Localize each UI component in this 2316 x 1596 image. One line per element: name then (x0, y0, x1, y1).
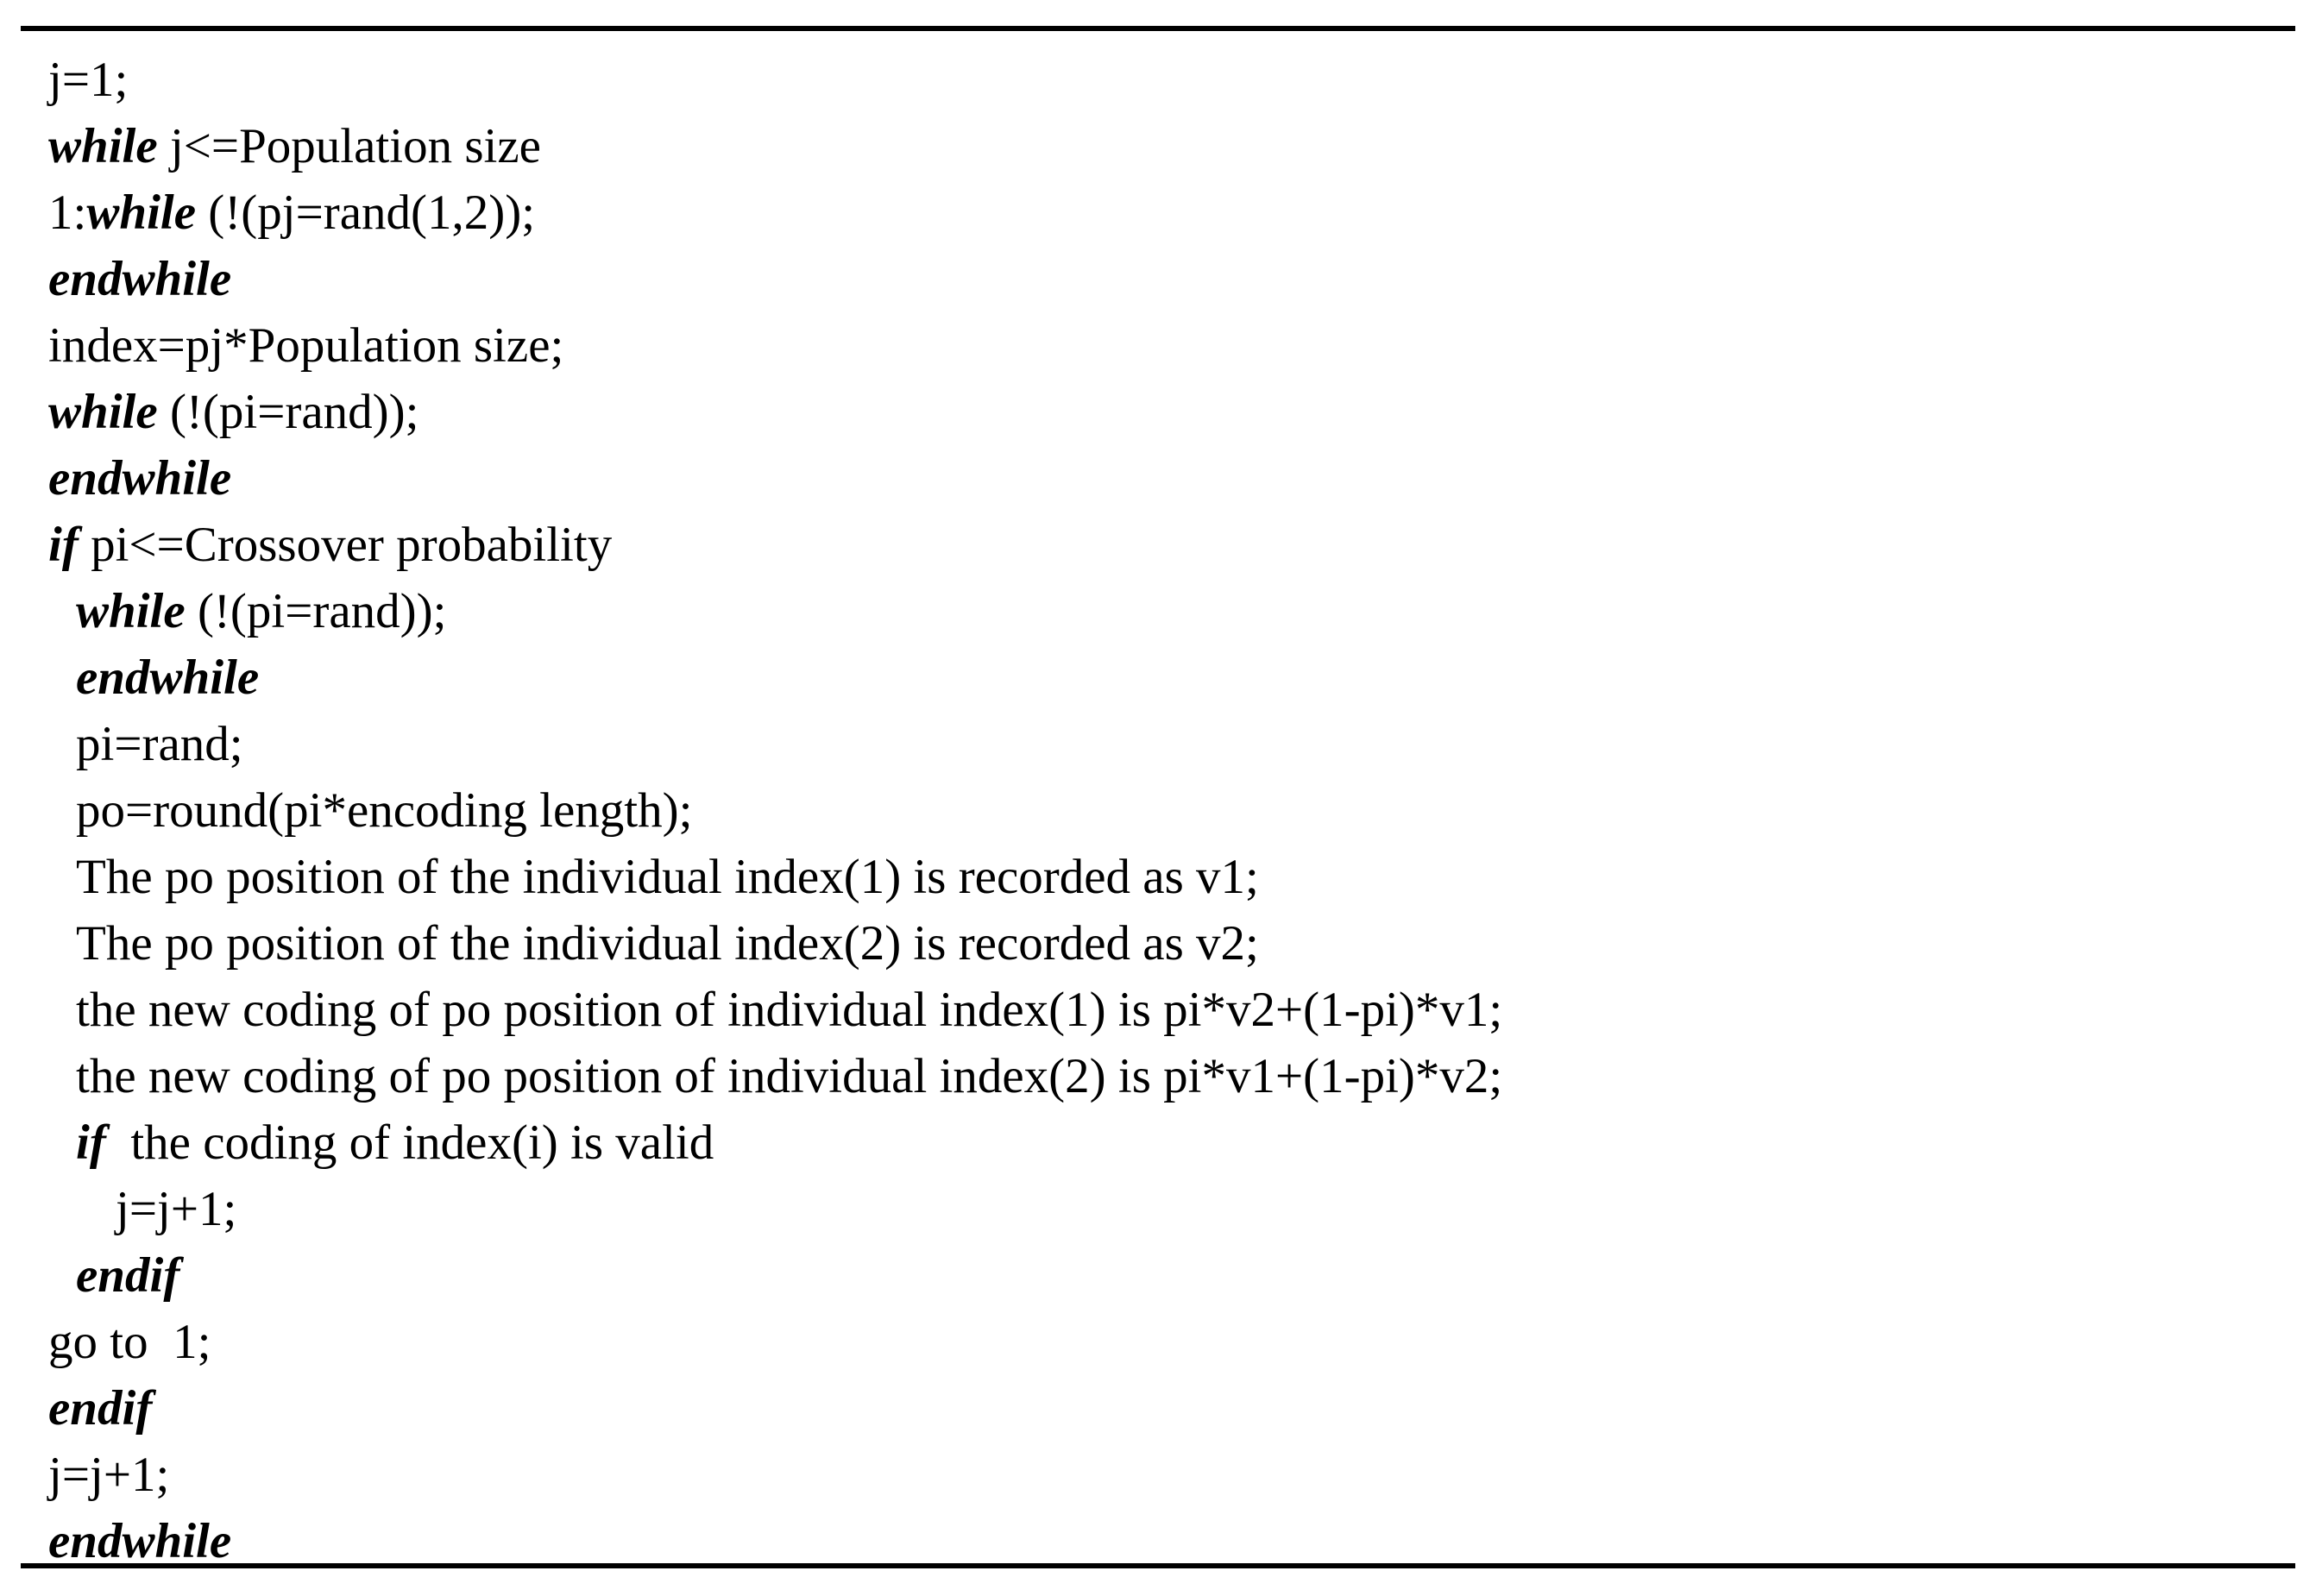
keyword: while (76, 584, 186, 638)
keyword: endif (48, 1381, 153, 1436)
code-line (48, 711, 2295, 777)
keyword: endif (76, 1248, 180, 1303)
code-line (48, 1043, 2295, 1109)
code-text: the new coding of po position of individual index(2) is pi*v1+(1-pi)*v2; (76, 1049, 1503, 1103)
code-line (48, 1176, 2295, 1242)
code-text: (!(pj=rand(1,2)); (196, 185, 536, 240)
line-label: 1: (48, 185, 87, 240)
code-line (48, 1109, 2295, 1176)
keyword: while (48, 385, 158, 439)
code-line (48, 777, 2295, 844)
code-line (48, 47, 2295, 113)
code-line (48, 179, 2295, 246)
code-text: The po position of the individual index(1) is recorded as v1; (76, 850, 1259, 904)
code-line (48, 578, 2295, 644)
code-line (48, 644, 2295, 711)
keyword: while (86, 185, 197, 240)
algorithm-lines (48, 47, 2295, 1574)
code-text: The po position of the individual index(2) is recorded as v2; (76, 916, 1259, 971)
code-text: (!(pi=rand)); (157, 385, 419, 439)
code-line (48, 246, 2295, 312)
code-line (48, 1242, 2295, 1309)
keyword: if (48, 518, 79, 572)
keyword: endwhile (48, 252, 232, 306)
code-line (48, 1375, 2295, 1442)
code-line (48, 910, 2295, 977)
code-text: (!(pi=rand)); (185, 584, 447, 638)
code-text: po=round(pi*encoding length); (76, 783, 693, 838)
code-text: j=j+1; (48, 1448, 170, 1502)
code-line (48, 1508, 2295, 1574)
code-text: pi<=Crossover probability (78, 518, 613, 572)
code-text: pi=rand; (76, 717, 243, 771)
code-line (48, 113, 2295, 179)
code-line (48, 445, 2295, 512)
code-line (48, 512, 2295, 578)
code-text: j=j+1; (116, 1182, 237, 1236)
keyword: endwhile (48, 451, 232, 506)
code-text: j=1; (48, 53, 129, 107)
code-line (48, 977, 2295, 1043)
keyword: endwhile (48, 1514, 232, 1568)
code-text: the coding of index(i) is valid (105, 1115, 714, 1170)
code-line (48, 844, 2295, 910)
code-line (48, 1442, 2295, 1508)
keyword: endwhile (76, 650, 260, 705)
code-text: index=pj*Population size; (48, 318, 564, 373)
code-line (48, 312, 2295, 379)
algorithm-box (21, 26, 2295, 1568)
code-line (48, 1309, 2295, 1375)
code-text: j<=Population size (157, 119, 541, 173)
keyword: if (76, 1115, 106, 1170)
code-line (48, 379, 2295, 445)
code-text: the new coding of po position of individual index(1) is pi*v2+(1-pi)*v1; (76, 983, 1503, 1037)
code-text: go to 1; (48, 1315, 211, 1369)
keyword: while (48, 119, 158, 173)
